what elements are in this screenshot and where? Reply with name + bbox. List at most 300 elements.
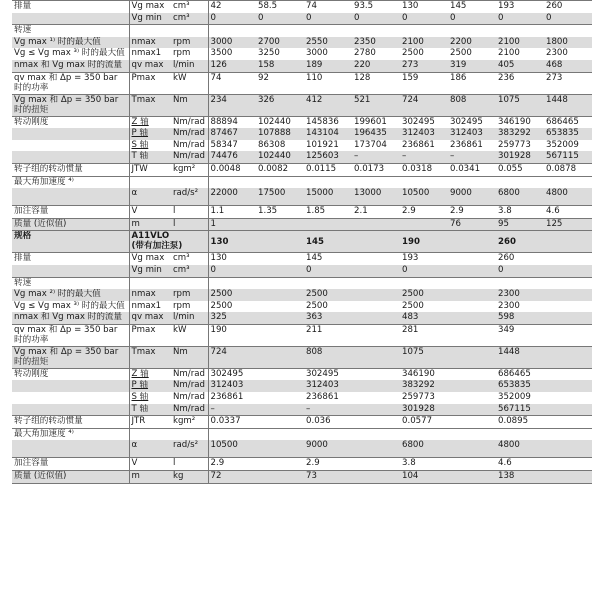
row-unit: cm³ xyxy=(171,265,208,277)
value-cell: 10500 xyxy=(400,188,448,206)
table-row xyxy=(12,324,592,346)
value-cell: 653835 xyxy=(544,128,592,140)
row-unit: l xyxy=(171,458,208,471)
value-cell: 468 xyxy=(544,60,592,72)
value-cell: 236 xyxy=(496,72,544,94)
value-cell: 301928 xyxy=(496,151,544,163)
value-cell: 312403 xyxy=(400,128,448,140)
row-label: nmax 和 Vg max 时的流量 xyxy=(12,312,129,324)
row-unit xyxy=(171,428,208,440)
table-row xyxy=(12,1,592,13)
header-col: 145 xyxy=(304,231,400,253)
value-cell: 143104 xyxy=(304,128,352,140)
value-cell: 2500 xyxy=(208,301,304,313)
row-unit xyxy=(171,25,208,37)
value-cell: 412 xyxy=(304,94,352,116)
row-label xyxy=(12,128,129,140)
value-cell: 58.5 xyxy=(256,1,304,13)
value-cell: 260 xyxy=(544,1,592,13)
value-cell: 4.6 xyxy=(496,458,592,471)
value-cell: 363 xyxy=(304,312,400,324)
table-row xyxy=(12,428,592,440)
value-cell: 2500 xyxy=(402,48,424,59)
table-row xyxy=(12,458,592,471)
value-cell xyxy=(400,428,496,440)
value-cell: 1075 xyxy=(496,94,544,116)
row-unit: Nm/rad xyxy=(173,392,205,403)
row-unit: cm³ xyxy=(173,253,190,264)
value-cell: 236861 xyxy=(306,392,339,403)
value-cell: 0 xyxy=(400,265,496,277)
value-cell: 0 xyxy=(208,265,304,277)
value-cell: 3000 xyxy=(208,37,256,49)
table-variant-2 xyxy=(12,253,592,483)
model-note: (带有加注泵) xyxy=(131,241,183,252)
row-symbol: Vg min xyxy=(129,13,171,25)
row-unit xyxy=(171,277,208,289)
row-symbol: qv max xyxy=(129,312,171,324)
value-cell: 724 xyxy=(400,94,448,116)
row-symbol xyxy=(129,428,171,440)
row-symbol: α xyxy=(129,440,171,458)
row-symbol: V xyxy=(129,206,171,219)
value-cell: 2550 xyxy=(304,37,352,49)
value-cell: 301928 xyxy=(400,404,496,416)
value-cell xyxy=(304,277,400,289)
table-row xyxy=(12,253,592,265)
value-cell: 2200 xyxy=(448,37,496,49)
value-cell: 1075 xyxy=(400,346,496,368)
row-unit: Nm/rad xyxy=(171,128,208,140)
row-unit: kg xyxy=(171,471,208,484)
table-row xyxy=(12,416,592,429)
table-row xyxy=(12,72,592,94)
value-cell xyxy=(496,25,544,37)
row-symbol: T 轴 xyxy=(129,404,171,416)
table-row xyxy=(12,60,592,72)
value-cell: 1.35 xyxy=(256,206,304,219)
row-label: 转子组的转动惯量 xyxy=(12,163,129,176)
value-cell: 102440 xyxy=(256,116,304,128)
header-col: 190 xyxy=(400,231,496,253)
value-cell: 1448 xyxy=(544,94,592,116)
value-cell: 2350 xyxy=(352,37,400,49)
value-cell: 236861 xyxy=(402,139,435,150)
value-cell: 3500 xyxy=(208,48,256,60)
value-cell: 145 xyxy=(306,253,323,264)
row-label xyxy=(12,265,129,277)
value-cell xyxy=(400,277,496,289)
value-cell: 686465 xyxy=(496,368,592,380)
value-cell: 259773 xyxy=(498,139,531,150)
value-cell xyxy=(208,277,304,289)
row-unit: cm³ xyxy=(171,1,208,13)
row-label xyxy=(12,392,129,404)
value-cell: 42 xyxy=(208,1,256,13)
value-cell: 2780 xyxy=(354,48,376,59)
value-cell: 159 xyxy=(400,72,448,94)
value-cell: 259773 xyxy=(402,392,435,403)
row-symbol xyxy=(129,277,171,289)
value-cell xyxy=(400,25,448,37)
value-cell xyxy=(304,218,352,231)
value-cell: 15000 xyxy=(304,188,352,206)
row-unit: rpm xyxy=(173,48,191,59)
value-cell: 130 xyxy=(208,253,304,265)
table-row xyxy=(12,140,592,152)
value-cell: 2300 xyxy=(546,48,568,59)
table-row xyxy=(12,471,592,484)
row-unit: Nm xyxy=(171,346,208,368)
row-symbol: S 轴 xyxy=(129,392,171,404)
value-cell: 130 xyxy=(400,1,448,13)
value-cell: 186 xyxy=(448,72,496,94)
row-label: 质量 (近似值) xyxy=(12,471,129,484)
value-cell: 1800 xyxy=(544,37,592,49)
value-cell: 0.036 xyxy=(304,416,400,429)
row-unit: rpm xyxy=(171,37,208,49)
row-symbol: V xyxy=(129,458,171,471)
value-cell: 383292 xyxy=(496,128,544,140)
table-row xyxy=(12,346,592,368)
row-symbol: S 轴 xyxy=(129,140,171,152)
value-cell: 302495 xyxy=(400,116,448,128)
value-cell: 58347 xyxy=(208,140,256,152)
value-cell: 220 xyxy=(352,60,400,72)
row-label: 最大角加速度 ⁴⁾ xyxy=(12,176,129,188)
row-label: 排量 xyxy=(12,1,129,13)
value-cell: 102440 xyxy=(256,151,304,163)
value-cell: 2500 xyxy=(306,300,328,311)
header-label: 规格 xyxy=(12,231,129,253)
value-cell: 0 xyxy=(400,13,448,25)
row-symbol: Vg min xyxy=(129,265,171,277)
value-cell: 125 xyxy=(544,218,592,231)
table-row xyxy=(12,404,592,416)
value-cell: 107888 xyxy=(256,128,304,140)
value-cell: 0 xyxy=(496,265,592,277)
row-label: 质量 (近似值) xyxy=(12,218,129,231)
row-label: 转动刚度 xyxy=(12,116,129,128)
value-cell: 199601 xyxy=(352,116,400,128)
table-row xyxy=(12,392,592,404)
value-cell: 349 xyxy=(496,324,592,346)
row-symbol: Z 轴 xyxy=(129,368,171,380)
value-cell: 74 xyxy=(304,1,352,13)
value-cell: 22000 xyxy=(208,188,256,206)
value-cell: 2100 xyxy=(498,48,520,59)
value-cell xyxy=(400,218,448,231)
value-cell: 17500 xyxy=(256,188,304,206)
row-label: Vg max ²⁾ 时的最大值 xyxy=(12,289,129,301)
value-cell: 2500 xyxy=(304,289,400,301)
table-row xyxy=(12,151,592,163)
value-cell: 0 xyxy=(208,13,256,25)
row-symbol: T 轴 xyxy=(129,151,171,163)
value-cell: 193 xyxy=(496,1,544,13)
row-unit: Nm/rad xyxy=(171,380,208,392)
value-cell: 9000 xyxy=(304,440,400,458)
value-cell: 104 xyxy=(400,471,496,484)
row-symbol: nmax1 xyxy=(129,48,171,60)
row-unit: kW xyxy=(171,72,208,94)
row-symbol: nmax1 xyxy=(129,301,171,313)
value-cell xyxy=(400,176,448,188)
row-label xyxy=(12,380,129,392)
value-cell: 598 xyxy=(496,312,592,324)
table-row xyxy=(12,176,592,188)
value-cell: 2.9 xyxy=(400,206,448,219)
table-variant-1 xyxy=(12,1,592,231)
value-cell: 95 xyxy=(496,218,544,231)
table-row xyxy=(12,206,592,219)
table-row xyxy=(12,188,592,206)
row-label: qv max 和 Δp = 350 bar 时的功率 xyxy=(12,72,129,94)
row-unit: rpm xyxy=(171,289,208,301)
value-cell xyxy=(304,176,352,188)
value-cell: 0 xyxy=(352,13,400,25)
value-cell: 0 xyxy=(448,13,496,25)
row-unit: cm³ xyxy=(171,13,208,25)
value-cell: 1448 xyxy=(496,346,592,368)
value-cell: 87467 xyxy=(208,128,256,140)
row-label: 转速 xyxy=(12,25,129,37)
table-row xyxy=(12,289,592,301)
row-unit: rad/s² xyxy=(171,188,208,206)
value-cell: 1 xyxy=(208,218,256,231)
value-cell: 352009 xyxy=(546,139,579,150)
value-cell: 0.055 xyxy=(496,163,544,176)
spec-table xyxy=(12,0,592,484)
value-cell: 196435 xyxy=(352,128,400,140)
value-cell xyxy=(544,25,592,37)
value-cell: 0.0337 xyxy=(208,416,304,429)
value-cell: 158 xyxy=(256,60,304,72)
value-cell: 92 xyxy=(256,72,304,94)
row-symbol: Z 轴 xyxy=(129,116,171,128)
value-cell: 193 xyxy=(402,253,419,264)
model-cell xyxy=(129,231,208,253)
value-cell: 302495 xyxy=(208,368,304,380)
value-cell: 73 xyxy=(304,471,400,484)
table-variant-2-header xyxy=(12,231,592,253)
row-unit: kgm² xyxy=(171,416,208,429)
value-cell: – xyxy=(208,404,304,416)
row-label: Vg max 和 Δp = 350 bar 时的扭矩 xyxy=(12,346,129,368)
table-row xyxy=(12,48,592,60)
value-cell: 2500 xyxy=(208,289,304,301)
model-name: A11VLO xyxy=(131,231,170,242)
value-cell: 2.1 xyxy=(352,206,400,219)
row-unit: Nm xyxy=(171,94,208,116)
row-symbol: JTW xyxy=(129,163,171,176)
value-cell: 686465 xyxy=(544,116,592,128)
value-cell: 88894 xyxy=(208,116,256,128)
table-row xyxy=(12,37,592,49)
row-symbol: JTR xyxy=(129,416,171,429)
value-cell: 312403 xyxy=(208,380,304,392)
value-cell: 808 xyxy=(304,346,400,368)
table-row xyxy=(12,380,592,392)
value-cell: 0 xyxy=(256,13,304,25)
value-cell: 0.0115 xyxy=(304,163,352,176)
row-unit: rad/s² xyxy=(171,440,208,458)
row-label xyxy=(12,188,129,206)
value-cell: 567115 xyxy=(544,151,592,163)
value-cell: 0 xyxy=(544,13,592,25)
value-cell xyxy=(208,428,304,440)
value-cell: 0.0878 xyxy=(544,163,592,176)
row-symbol: Pmax xyxy=(129,72,171,94)
value-cell: 302495 xyxy=(448,116,496,128)
value-cell: 3250 xyxy=(258,48,280,59)
row-symbol: Vg max xyxy=(129,1,171,13)
table-row xyxy=(12,440,592,458)
value-cell: – xyxy=(400,151,448,163)
value-cell: 521 xyxy=(352,94,400,116)
value-cell: 2500 xyxy=(402,300,424,311)
row-symbol: qv max xyxy=(129,60,171,72)
row-label: 转动刚度 xyxy=(12,368,129,380)
table-row xyxy=(12,277,592,289)
value-cell: 326 xyxy=(256,94,304,116)
row-label: 加注容量 xyxy=(12,458,129,471)
row-unit: Nm/rad xyxy=(171,116,208,128)
row-symbol: Pmax xyxy=(129,324,171,346)
value-cell: 4.6 xyxy=(544,206,592,219)
value-cell xyxy=(352,176,400,188)
value-cell: 2300 xyxy=(496,289,592,301)
row-unit: l xyxy=(171,218,208,231)
value-cell xyxy=(256,25,304,37)
value-cell: 4800 xyxy=(496,440,592,458)
row-symbol xyxy=(129,176,171,188)
value-cell: 86308 xyxy=(258,139,286,150)
row-symbol: nmax xyxy=(129,37,171,49)
row-symbol: α xyxy=(129,188,171,206)
row-label: 转速 xyxy=(12,277,129,289)
value-cell: 2.9 xyxy=(208,458,304,471)
value-cell: 0.0318 xyxy=(400,163,448,176)
row-symbol: Tmax xyxy=(129,94,171,116)
value-cell xyxy=(208,25,256,37)
row-label: Vg ≤ Vg max ³⁾ 时的最大值 xyxy=(14,300,125,311)
row-label: 最大角加速度 ⁴⁾ xyxy=(12,428,129,440)
table-row xyxy=(12,265,592,277)
value-cell xyxy=(496,428,592,440)
value-cell: 2100 xyxy=(496,37,544,49)
value-cell: 126 xyxy=(208,60,256,72)
value-cell xyxy=(448,176,496,188)
row-label xyxy=(12,13,129,25)
header-row xyxy=(12,231,592,253)
value-cell xyxy=(496,176,544,188)
row-label: 加注容量 xyxy=(12,206,129,219)
table-row xyxy=(12,94,592,116)
value-cell: 13000 xyxy=(352,188,400,206)
value-cell: 234 xyxy=(208,94,256,116)
table-row xyxy=(12,163,592,176)
header-col: 260 xyxy=(496,231,592,253)
value-cell: 10500 xyxy=(208,440,304,458)
value-cell: 110 xyxy=(304,72,352,94)
value-cell xyxy=(256,176,304,188)
value-cell: 0.0048 xyxy=(208,163,256,176)
value-cell: 2500 xyxy=(450,48,472,59)
value-cell: 93.5 xyxy=(352,1,400,13)
table-row xyxy=(12,368,592,380)
row-symbol: P 轴 xyxy=(129,128,171,140)
row-label: qv max 和 Δp = 350 bar 时的功率 xyxy=(12,324,129,346)
value-cell xyxy=(304,25,352,37)
value-cell: 319 xyxy=(448,60,496,72)
row-unit: kgm² xyxy=(171,163,208,176)
value-cell: 260 xyxy=(498,253,515,264)
value-cell: 1.1 xyxy=(208,206,256,219)
row-label xyxy=(12,404,129,416)
value-cell: 173704 xyxy=(354,139,387,150)
row-symbol: P 轴 xyxy=(129,380,171,392)
value-cell: 2100 xyxy=(400,37,448,49)
value-cell: 0 xyxy=(496,13,544,25)
value-cell xyxy=(496,277,592,289)
value-cell: 74 xyxy=(208,72,256,94)
row-symbol: Tmax xyxy=(129,346,171,368)
value-cell: 383292 xyxy=(400,380,496,392)
row-unit xyxy=(171,176,208,188)
value-cell xyxy=(448,25,496,37)
row-symbol: Vg max xyxy=(129,253,171,265)
value-cell: 302495 xyxy=(304,368,400,380)
row-label: Vg max ¹⁾ 时的最大值 xyxy=(12,37,129,49)
value-cell: 0.0082 xyxy=(256,163,304,176)
value-cell: 6800 xyxy=(400,440,496,458)
value-cell: 724 xyxy=(208,346,304,368)
value-cell: 0 xyxy=(304,265,400,277)
value-cell: 236861 xyxy=(208,392,304,404)
value-cell xyxy=(352,25,400,37)
row-unit: l xyxy=(171,206,208,219)
value-cell: 2700 xyxy=(256,37,304,49)
value-cell: 72 xyxy=(208,471,304,484)
value-cell: 483 xyxy=(400,312,496,324)
value-cell: 273 xyxy=(544,72,592,94)
row-unit: l/min xyxy=(171,60,208,72)
value-cell: – xyxy=(352,151,400,163)
value-cell: 352009 xyxy=(498,392,531,403)
row-label: 排量 xyxy=(14,253,32,264)
value-cell xyxy=(304,428,400,440)
value-cell: 3.8 xyxy=(496,206,544,219)
table-row xyxy=(12,116,592,128)
table-row xyxy=(12,301,592,313)
value-cell: 346190 xyxy=(496,116,544,128)
value-cell xyxy=(208,176,256,188)
value-cell: 6800 xyxy=(496,188,544,206)
row-label xyxy=(12,440,129,458)
row-unit: kW xyxy=(171,324,208,346)
row-symbol: nmax xyxy=(129,289,171,301)
value-cell: 190 xyxy=(208,324,304,346)
row-unit: Nm/rad xyxy=(171,404,208,416)
value-cell: 808 xyxy=(448,94,496,116)
table-row xyxy=(12,128,592,140)
value-cell: 0.0895 xyxy=(496,416,592,429)
row-unit: rpm xyxy=(173,300,191,311)
value-cell: 346190 xyxy=(400,368,496,380)
value-cell: 145 xyxy=(448,1,496,13)
value-cell: 125603 xyxy=(304,151,352,163)
